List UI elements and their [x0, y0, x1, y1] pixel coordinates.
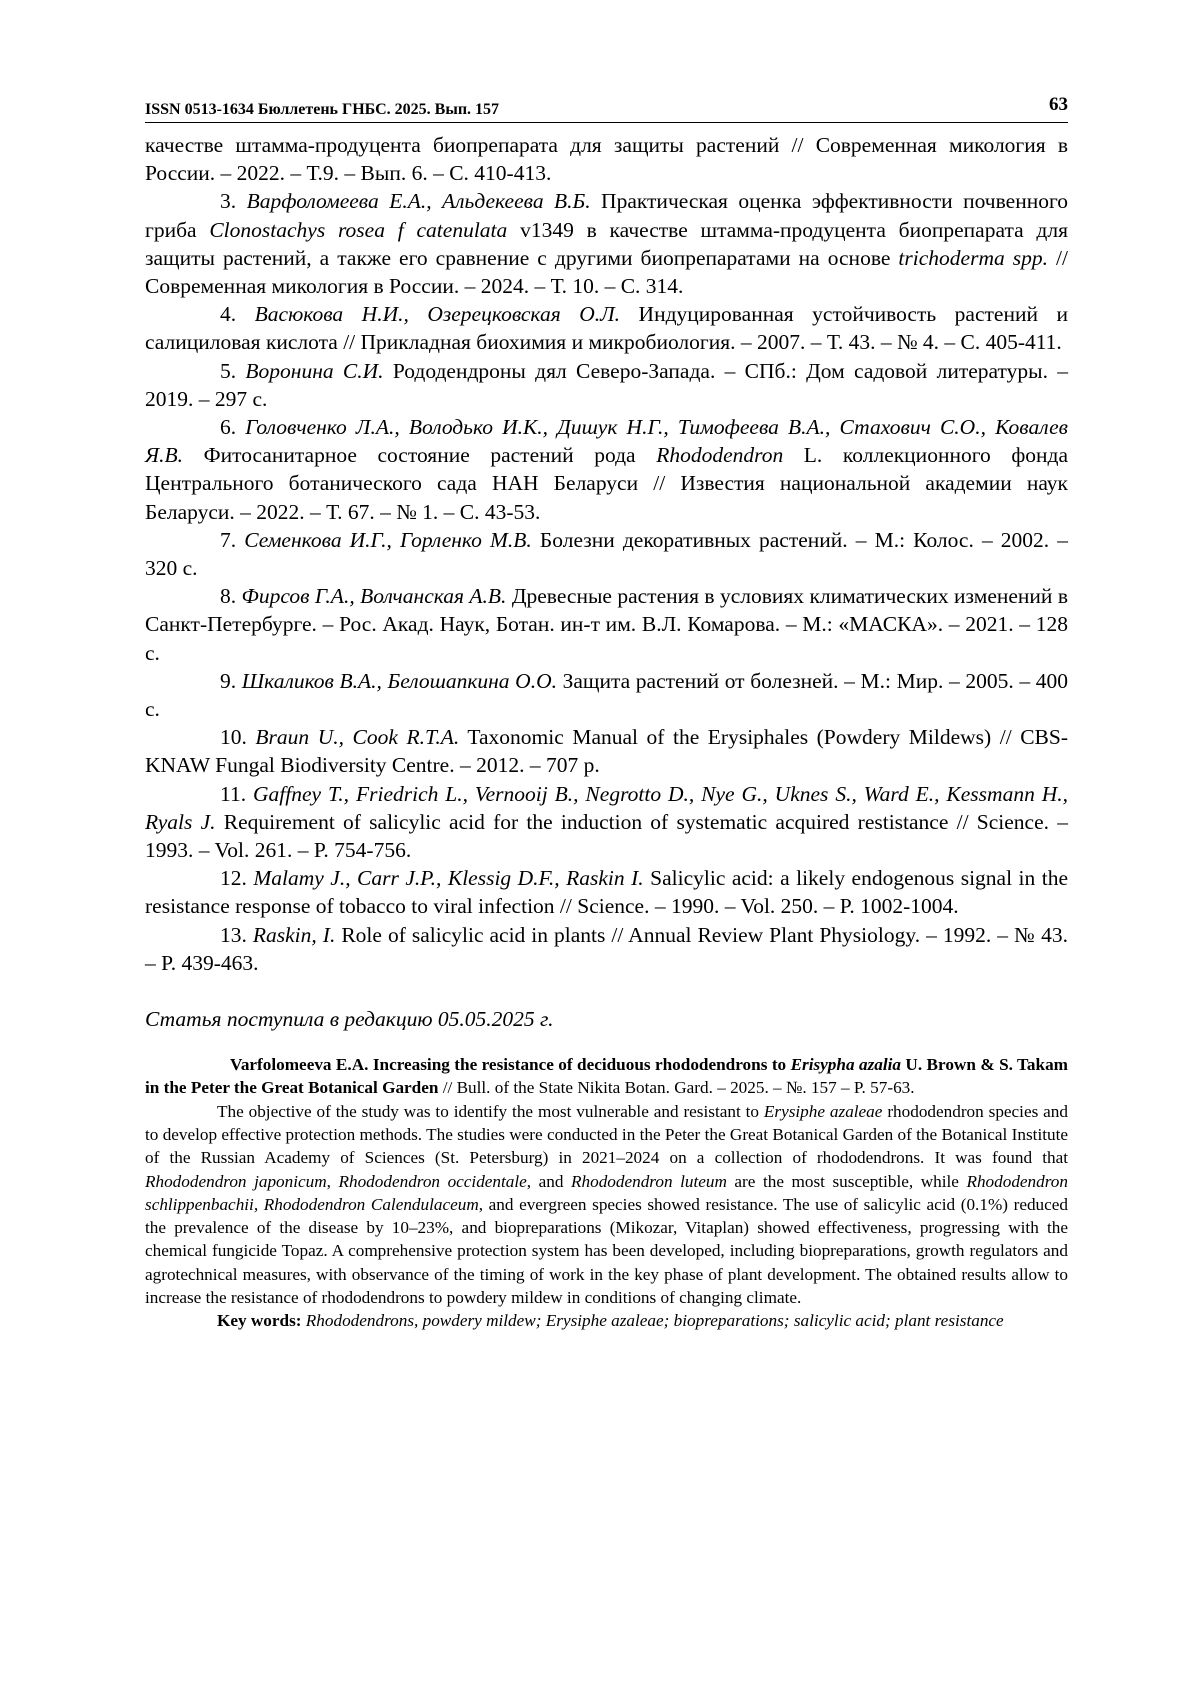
reference-3: 3. Варфоломеева Е.А., Альдекеева В.Б. Практическая оценка эффективности почвенного гриба Clonostachys rosea f catenulata v1349 в качестве штамма-продуцента биопрепарата для защиты растений, а также его сравнение с другими биопрепаратами на основе trichoderma spp. // Современная микология в России. – 2024. – Т. 10. – С. 314. — [145, 189, 1068, 299]
page-number: 63 — [1049, 94, 1068, 115]
received-date: Статья поступила в редакцию 05.05.2025 г. — [145, 1007, 554, 1032]
journal-issn: ISSN 0513-1634 Бюллетень ГНБС. 2025. Вып. 157 — [145, 101, 500, 118]
reference-7: 7. Семенкова И.Г., Горленко М.В. Болезни декоративных растений. – М.: Колос. – 2002. – 320 с. — [145, 527, 1068, 581]
reference-11: 11. Gaffney T., Friedrich L., Vernooij B., Negrotto D., Nye G., Uknes S., Ward E., Kessmann H., Ryals J. Requirement of salicylic acid for the induction of systematic acquired restistance // Science. – 1993. – Vol. 261. – P. 754-756. — [145, 781, 1068, 863]
reference-13: 13. Raskin, I. Role of salicylic acid in plants // Annual Review Plant Physiology. – 1992. – № 43. – P. 439-463. — [145, 922, 1069, 975]
reference-list — [145, 131, 1068, 977]
reference-8: 8. Фирсов Г.А., Волчанская А.В. Древесные растения в условиях климатических изменений в Санкт-Петербурге. – Рос. Акад. Наук, Ботан. ин-т им. В.Л. Комарова. – М.: «МАСКА». – 2021. – 128 с. — [145, 584, 1068, 665]
reference-10: 10. Braun U., Cook R.T.A. Taxonomic Manual of the Erysiphales (Powdery Mildews) // CBS-KNAW Fungal Biodiversity Centre. – 2012. – 707 p. — [145, 725, 1069, 778]
reference-4: 4. Васюкова Н.И., Озерецковская О.Л. Индуцированная устойчивость растений и салициловая кислота // Прикладная биохимия и микробиология. – 2007. – Т. 43. – № 4. – С. 405-411. — [145, 302, 1068, 355]
keywords: Key words: Rhododendrons, powdery mildew; Erysiphe azaleae; biopreparations; salicylic acid; plant resistance — [217, 1311, 1004, 1331]
abstract-title: Varfolomeeva E.A. Increasing the resistance of deciduous rhododendrons to Erisypha azalia U. Brown & S. Takam in the Peter the Great Botanical Garden // Bull. of the State Nikita Botan. Gard. – 2025. – №. 157 – P. 57-63. — [145, 1055, 1068, 1098]
reference-5: 5. Воронина С.И. Рододендроны дял Северо-Запада. – СПб.: Дом садовой литературы. – 2019. – 297 с. — [145, 358, 1068, 411]
running-header — [145, 92, 1068, 123]
reference-6: 6. Головченко Л.А., Володько И.К., Дишук Н.Г., Тимофеева В.А., Стахович С.О., Ковалев Я.В. Фитосанитарное состояние растений рода Rhododendron L. коллекционного фонда Центрального ботанического сада НАН Беларуси // Известия национальной академии наук Беларуси. – 2022. – Т. 67. – № 1. – С. 43-53. — [145, 415, 1069, 524]
abstract-body: The objective of the study was to identify the most vulnerable and resistant to Erysiphe azaleae rhododendron species and to develop effective protection methods. The studies were conducted in the Peter the Great Botanical Garden of the Botanical Institute of the Russian Academy of Sciences (St. Petersburg) in 2021–2024 on a collection of rhododendrons. It was found that Rhododendron japonicum, Rhododendron occidentale, and Rhododendron luteum are the most susceptible, while Rhododendron schlippenbachii, Rhododendron Calendulaceum, and evergreen species showed resistance. The use of salicylic acid (0.1%) reduced the prevalence of the disease by 10–23%, and biopreparations (Mikozar, Vitaplan) showed effectiveness, progressing with the chemical fungicide Topaz. A comprehensive protection system has been developed, including biopreparations, growth regulators and agrotechnical measures, with observance of the timing of work in the key phase of plant development. The obtained results allow to increase the resistance of rhododendrons to powdery mildew in conditions of changing climate. — [145, 1101, 1068, 1308]
reference-12: 12. Malamy J., Carr J.P., Klessig D.F., Raskin I. Salicylic acid: a likely endogenous signal in the resistance response of tobacco to viral infection // Science. – 1990. – Vol. 250. – P. 1002-1004. — [145, 866, 1069, 919]
page — [145, 92, 1068, 1333]
reference-2-continued: качестве штамма-продуцента биопрепарата для защиты растений // Современная микология в России. – 2022. – Т.9. – Вып. 6. – С. 410-413. — [145, 133, 1068, 186]
reference-9: 9. Шкаликов В.А., Белошапкина О.О. Защита растений от болезней. – М.: Мир. – 2005. – 400 с. — [145, 668, 1068, 722]
english-abstract — [145, 1053, 1068, 1333]
